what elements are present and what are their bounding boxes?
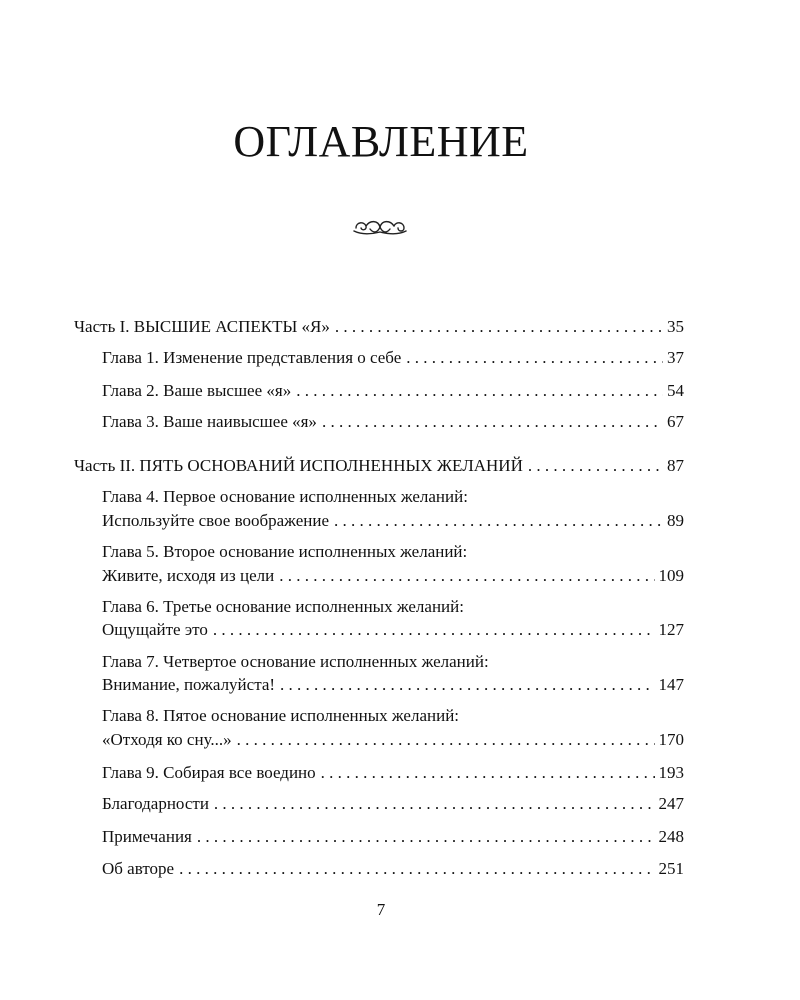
toc-entry-chapter-9[interactable]	[102, 760, 684, 786]
toc-page-number: 193	[658, 763, 684, 782]
toc-entry-notes[interactable]	[102, 824, 684, 850]
toc-entry-label: Примечания	[102, 827, 192, 846]
toc-entry-chapter-4-title[interactable]: Глава 4. Первое основание исполненных желаний:	[102, 487, 468, 506]
toc-page-number: 89	[667, 511, 684, 530]
toc-page-number: 109	[658, 566, 684, 585]
toc-page-number: 127	[658, 620, 684, 639]
dot-leader	[280, 672, 654, 698]
toc-entry-chapter-7[interactable]	[102, 672, 684, 698]
toc-entry-label: Используйте свое воображение	[102, 511, 329, 530]
toc-entry-label: Ощущайте это	[102, 620, 208, 639]
toc-entry-label: Часть I. ВЫСШИЕ АСПЕКТЫ «Я»	[74, 317, 330, 336]
toc-entry-chapter-3[interactable]	[102, 409, 684, 435]
dot-leader	[197, 824, 655, 850]
toc-page-number: 247	[658, 794, 684, 813]
toc-page-number: 170	[658, 730, 684, 749]
toc-page-number: 251	[658, 859, 684, 878]
dot-leader	[321, 760, 655, 786]
toc-entry-chapter-7-title[interactable]: Глава 7. Четвертое основание исполненных желаний:	[102, 652, 489, 671]
toc-entry-label: «Отходя ко сну...»	[102, 730, 232, 749]
toc-entry-label: Глава 2. Ваше высшее «я»	[102, 381, 292, 400]
toc-entry-label: Глава 3. Ваше наивысшее «я»	[102, 412, 317, 431]
toc-page-number: 87	[667, 456, 684, 475]
toc-entry-label: Об авторе	[102, 859, 175, 878]
toc-entry-label: Глава 9. Собирая все воедино	[102, 763, 316, 782]
dot-leader	[296, 378, 663, 404]
toc-entry-label: Глава 1. Изменение представления о себе	[102, 348, 402, 367]
page-number: 7	[376, 900, 386, 919]
dot-leader	[214, 791, 655, 817]
toc-entry-chapter-4[interactable]	[102, 508, 684, 534]
toc-entry-chapter-6[interactable]	[102, 617, 684, 643]
flourish-ornament-icon	[352, 216, 408, 238]
toc-page-number: 54	[667, 381, 684, 400]
toc-entry-chapter-8-title[interactable]: Глава 8. Пятое основание исполненных желаний:	[102, 706, 460, 725]
toc-entry-part-2[interactable]	[74, 453, 684, 479]
toc-entry-label: Благодарности	[102, 794, 209, 813]
toc-entry-part-1[interactable]	[74, 314, 684, 340]
toc-page-number: 37	[667, 348, 684, 367]
toc-entry-label: Внимание, пожалуйста!	[102, 675, 276, 694]
dot-leader	[406, 345, 663, 371]
dot-leader	[528, 453, 663, 479]
toc-entry-chapter-8[interactable]	[102, 727, 684, 753]
toc-entry-chapter-5-title[interactable]: Глава 5. Второе основание исполненных желаний:	[102, 542, 468, 561]
toc-entry-acknowledgements[interactable]	[102, 791, 684, 817]
dot-leader	[334, 508, 663, 534]
dot-leader	[335, 314, 663, 340]
dot-leader	[279, 563, 654, 589]
dot-leader	[179, 856, 654, 882]
dot-leader	[322, 409, 663, 435]
toc-entry-chapter-6-title[interactable]: Глава 6. Третье основание исполненных желаний:	[102, 597, 464, 616]
dot-leader	[237, 727, 655, 753]
toc-entry-label: Живите, исходя из цели	[102, 566, 275, 585]
toc-page-number: 67	[667, 412, 684, 431]
toc-page-number: 248	[658, 827, 684, 846]
dot-leader	[213, 617, 655, 643]
toc-page-number: 35	[667, 317, 684, 336]
toc-entry-label: Часть II. ПЯТЬ ОСНОВАНИЙ ИСПОЛНЕННЫХ ЖЕЛАНИЙ	[74, 456, 523, 475]
toc-entry-chapter-1[interactable]	[102, 345, 684, 371]
toc-entry-chapter-2[interactable]	[102, 378, 684, 404]
toc-page-number: 147	[658, 675, 684, 694]
toc-entry-about-author[interactable]	[102, 856, 684, 882]
page-title: ОГЛАВЛЕНИЕ	[233, 117, 529, 166]
toc-entry-chapter-5[interactable]	[102, 563, 684, 589]
